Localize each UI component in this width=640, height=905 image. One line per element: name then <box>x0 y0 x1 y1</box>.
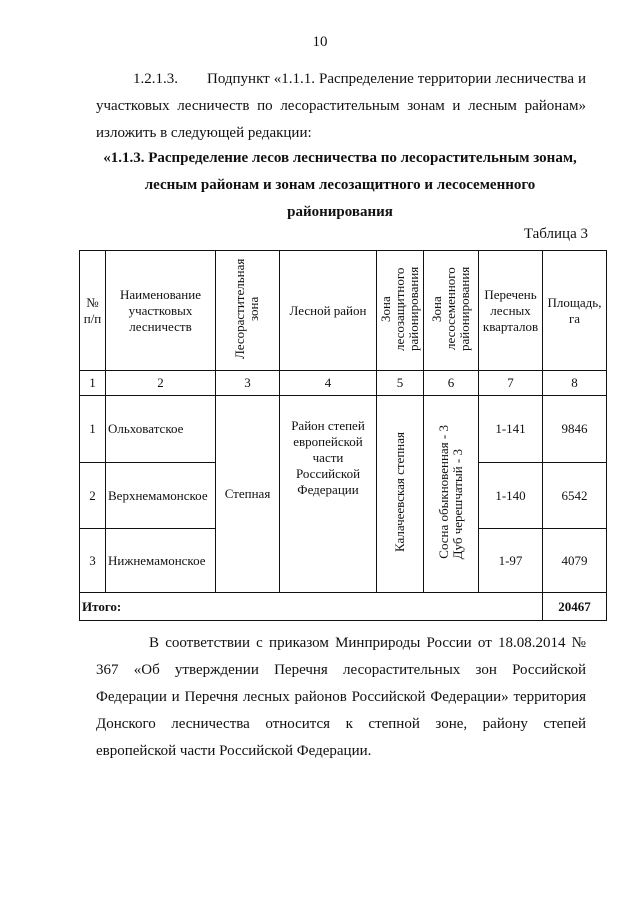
header-district: Лесной район <box>280 251 377 371</box>
total-value: 20467 <box>543 593 607 621</box>
shared-district: Район степей европейской части Российской Федерации <box>280 396 377 593</box>
header-num: № п/п <box>80 251 106 371</box>
row-num: 3 <box>80 529 106 593</box>
header-name: Наименование участковых лесничеств <box>106 251 216 371</box>
conclusion-paragraph <box>96 630 586 765</box>
header-protection-zone <box>377 251 424 371</box>
total-label: Итого: <box>80 593 543 621</box>
intro-number: 1.2.1.3. <box>133 71 178 87</box>
shared-protection-zone-text: Калачеевская степная <box>392 431 407 553</box>
header-protection-zone-text: Зона лесозащитного районирования <box>378 266 421 351</box>
column-number: 8 <box>543 371 607 396</box>
header-seed-zone-text: Зона лесосеменного районирования <box>429 266 472 351</box>
column-number: 3 <box>216 371 280 396</box>
intro-paragraph <box>96 66 586 147</box>
column-number: 6 <box>424 371 479 396</box>
column-number: 4 <box>280 371 377 396</box>
row-area: 6542 <box>543 463 607 529</box>
row-quarters: 1-140 <box>479 463 543 529</box>
total-row <box>80 593 607 621</box>
page-number: 10 <box>312 34 328 50</box>
conclusion-rest: «Об утверждении Перечня лесорастительных зон Российской Федерации и Перечня лесных районов Российской Федерации» территория Донского лесничества относится к степной зоне, району степей европейской части Российской Федерации. <box>96 662 586 759</box>
shared-protection-zone <box>377 396 424 593</box>
forest-distribution-table <box>79 250 607 621</box>
intro-line1: Подпункт «1.1.1. Распределение территории лесничества и <box>207 71 586 87</box>
shared-zone: Степная <box>216 396 280 593</box>
row-name: Ольховатское <box>106 396 216 463</box>
header-zone <box>216 251 280 371</box>
intro-rest: участковых лесничеств по лесорастительным зонам и лесным районам» изложить в следующей редакции: <box>96 98 586 141</box>
column-number: 5 <box>377 371 424 396</box>
row-name: Верхнемамонское <box>106 463 216 529</box>
table-header-row <box>80 251 607 371</box>
row-area: 9846 <box>543 396 607 463</box>
column-number: 2 <box>106 371 216 396</box>
row-num: 1 <box>80 396 106 463</box>
column-number: 1 <box>80 371 106 396</box>
conclusion-line1: В соответствии с приказом Минприроды России от 18.08.2014 № 367 <box>96 635 586 678</box>
header-area: Площадь, га <box>543 251 607 371</box>
header-seed-zone <box>424 251 479 371</box>
seed-zone-line2: Дуб черешчатый - 3 <box>450 448 465 559</box>
header-quarters: Перечень лесных кварталов <box>479 251 543 371</box>
column-numbers-row <box>80 371 607 396</box>
row-name: Нижнемамонское <box>106 529 216 593</box>
table-caption: Таблица 3 <box>523 226 588 242</box>
header-zone-text: Лесорастительная зона <box>231 258 261 359</box>
row-quarters: 1-141 <box>479 396 543 463</box>
row-quarters: 1-97 <box>479 529 543 593</box>
table-row <box>80 396 607 463</box>
row-num: 2 <box>80 463 106 529</box>
row-area: 4079 <box>543 529 607 593</box>
shared-seed-zone <box>424 396 479 593</box>
section-heading: «1.1.3. Распределение лесов лесничества по лесорастительным зонам, лесным районам и зонам лесозащитного и лесосеменного районирования <box>103 150 577 220</box>
seed-zone-line1: Сосна обыкновенная - 3 <box>436 425 451 559</box>
column-number: 7 <box>479 371 543 396</box>
